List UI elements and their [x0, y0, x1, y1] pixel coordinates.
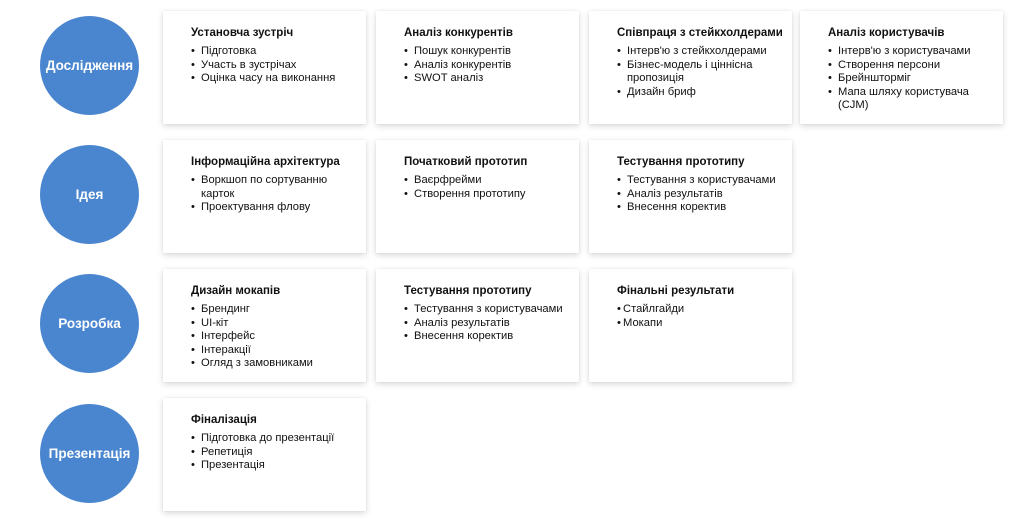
list-item: • Аналіз конкурентів — [404, 59, 571, 73]
card-title: Аналіз користувачів — [828, 27, 945, 39]
card-information-architecture — [163, 140, 366, 253]
list-item: • Внесення коректив — [404, 330, 571, 344]
card-list — [617, 303, 784, 330]
list-item: • Репетиція — [191, 446, 358, 460]
list-item: • UI-кіт — [191, 317, 358, 331]
list-item: • Аналіз результатів — [617, 188, 784, 202]
stage-circle-development: Розробка — [40, 274, 139, 373]
list-item: • Презентація — [191, 459, 358, 473]
card-prototype-testing-2 — [376, 269, 579, 382]
list-item: • Дизайн бриф — [617, 86, 784, 100]
card-title: Початковий прототип — [404, 156, 528, 168]
list-item: • Стайлгайди — [617, 303, 784, 317]
list-item: • Воркшоп по сортуванню карток — [191, 174, 358, 201]
card-title: Інформаційна архітектура — [191, 156, 340, 168]
card-title: Установча зустріч — [191, 27, 294, 39]
card-title: Аналіз конкурентів — [404, 27, 513, 39]
card-final-results — [589, 269, 792, 382]
list-item: • Брендинг — [191, 303, 358, 317]
card-list — [404, 174, 571, 201]
list-item: • Внесення коректив — [617, 201, 784, 215]
list-item: • Підготовка до презентації — [191, 432, 358, 446]
card-list — [617, 45, 784, 99]
list-item: • Створення персони — [828, 59, 995, 73]
list-item: • Ваєрфрейми — [404, 174, 571, 188]
card-title: Співпраця з стейкхолдерами — [617, 27, 783, 39]
card-user-analysis — [800, 11, 1003, 124]
list-item: • Брейншторміг — [828, 72, 995, 86]
card-finalization — [163, 398, 366, 511]
card-list — [617, 174, 784, 215]
card-title: Тестування прототипу — [404, 285, 532, 297]
card-list — [191, 303, 358, 371]
list-item: • SWOT аналіз — [404, 72, 571, 86]
card-mockup-design — [163, 269, 366, 382]
card-initial-prototype — [376, 140, 579, 253]
list-item: • Інтерв'ю з користувачами — [828, 45, 995, 59]
card-list — [191, 432, 358, 473]
list-item: • Інтеракції — [191, 344, 358, 358]
stage-circle-presentation: Презентація — [40, 404, 139, 503]
card-list — [191, 45, 358, 86]
list-item: • Підготовка — [191, 45, 358, 59]
card-competitor-analysis — [376, 11, 579, 124]
list-item: • Інтерфейс — [191, 330, 358, 344]
list-item: • Проектування флову — [191, 201, 358, 215]
card-title: Фінальні результати — [617, 285, 735, 297]
list-item: • Пошук конкурентів — [404, 45, 571, 59]
list-item: • Участь в зустрічах — [191, 59, 358, 73]
list-item: • Мапа шляху користувача (CJM) — [828, 86, 995, 113]
card-list — [404, 45, 571, 86]
card-kickoff-meeting — [163, 11, 366, 124]
card-prototype-testing — [589, 140, 792, 253]
card-title: Фіналізація — [191, 414, 257, 426]
card-title: Дизайн мокапів — [191, 285, 281, 297]
list-item: • Бізнес-модель і ціннісна пропозиція — [617, 59, 784, 86]
card-title: Тестування прототипу — [617, 156, 745, 168]
list-item: • Інтерв'ю з стейкхолдерами — [617, 45, 784, 59]
stage-circle-research: Дослідження — [40, 16, 139, 115]
list-item: • Оцінка часу на виконання — [191, 72, 358, 86]
list-item: • Огляд з замовниками — [191, 357, 358, 371]
list-item: • Створення прототипу — [404, 188, 571, 202]
list-item: • Аналіз результатів — [404, 317, 571, 331]
stage-circle-idea: Ідея — [40, 145, 139, 244]
card-list — [828, 45, 995, 113]
card-stakeholder-collaboration — [589, 11, 792, 124]
list-item: • Мокапи — [617, 317, 784, 331]
list-item: • Тестування з користувачами — [404, 303, 571, 317]
card-list — [191, 174, 358, 215]
card-list — [404, 303, 571, 344]
list-item: • Тестування з користувачами — [617, 174, 784, 188]
